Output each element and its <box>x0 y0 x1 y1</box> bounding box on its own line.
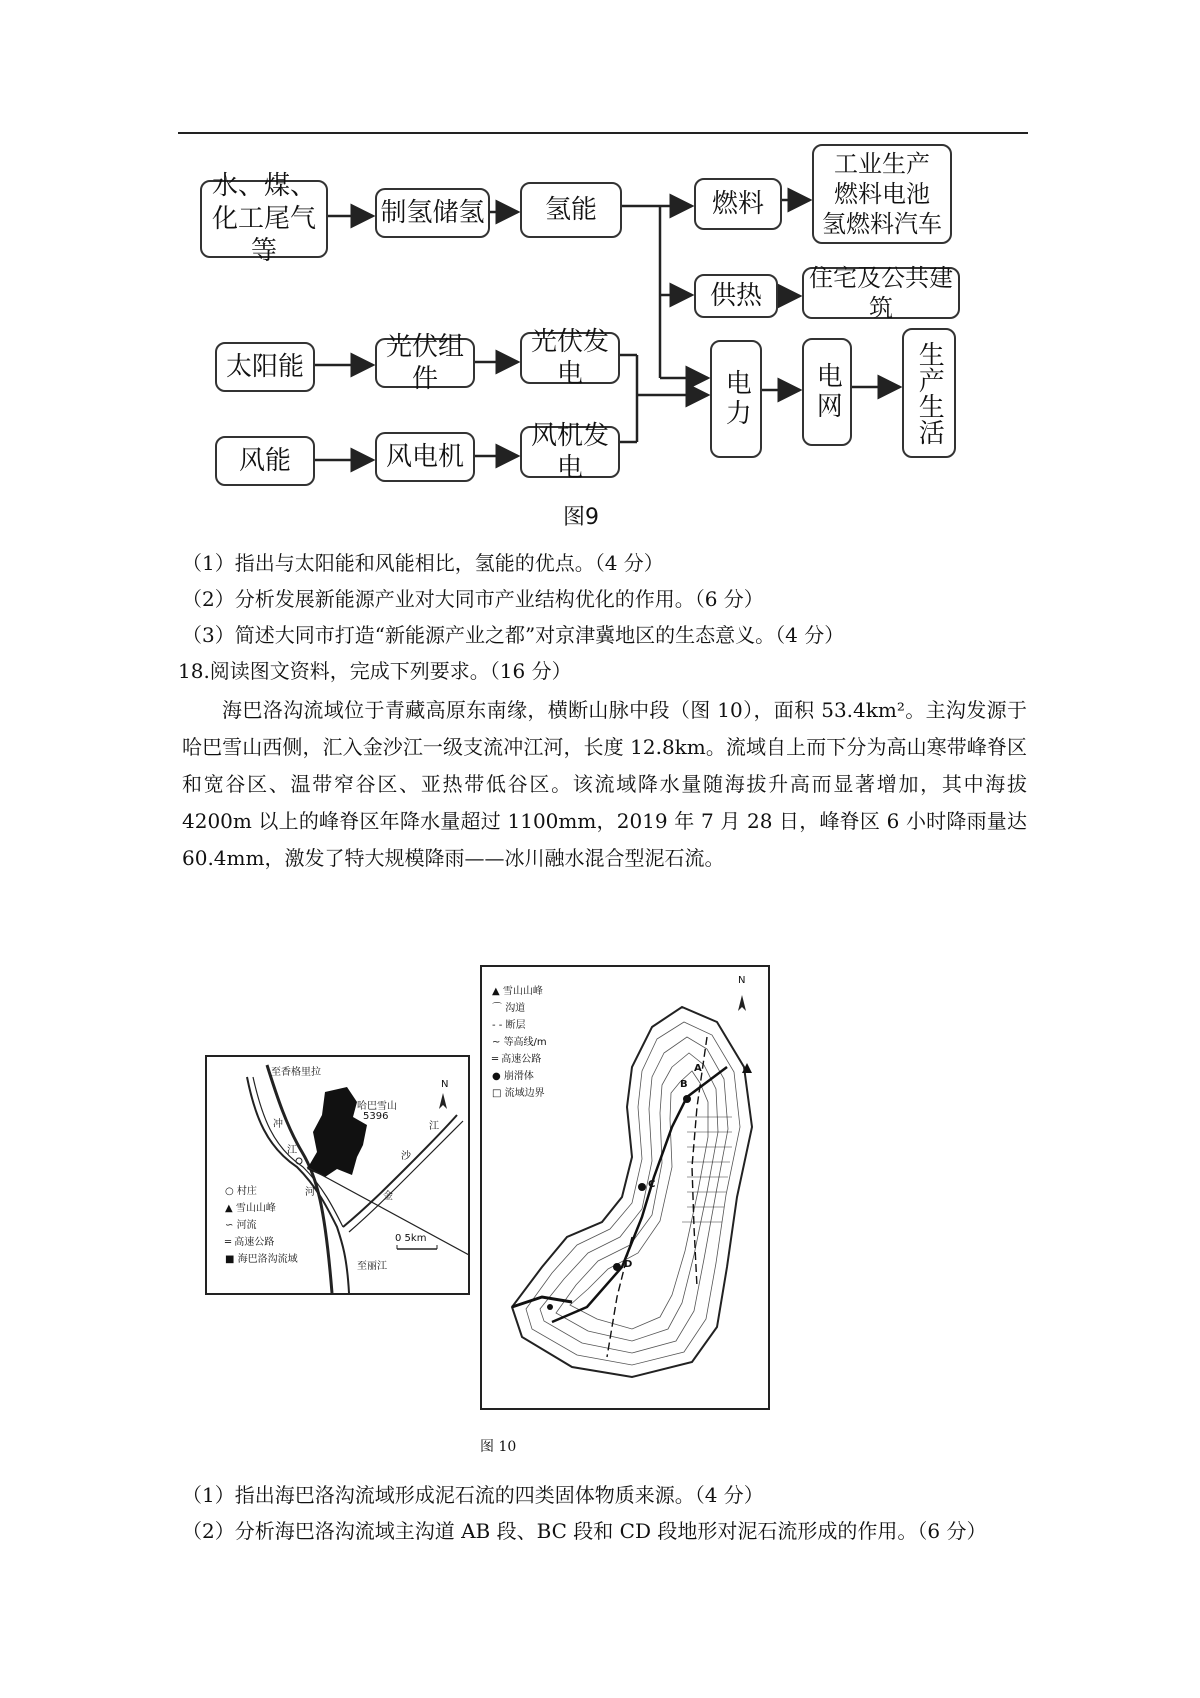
question-18-paragraph: 海巴洛沟流域位于青藏高原东南缘，横断山脉中段（图 10），面积 53.4km²。主沟发源于哈巴雪山西侧，汇入金沙江一级支流冲江河，长度 12.8km。流域自上而下分为高山寒带峰脊区和宽谷区、温带窄谷区、亚热带低谷区。该流域降水量随海拔升高而显著增加，其中海拔 4200m 以上的峰脊区年降水量超过 1100mm，2019 年 7 月 28 日，峰脊区 6 小时降雨量达 60.4mm，激发了特大规模降雨——冰川融水混合型泥石流。 <box>182 698 1027 870</box>
figure-9-caption: 图9 <box>563 505 599 530</box>
question-17-3: （3）简述大同市打造“新能源产业之都”对京津冀地区的生态意义。（4 分） <box>182 623 845 647</box>
question-18-1: （1）指出海巴洛沟流域形成泥石流的四类固体物质来源。（4 分） <box>182 1483 764 1507</box>
legend-r-boundary: □ 流域边界 <box>492 1088 545 1099</box>
legend-village: ○ 村庄 <box>225 1186 257 1197</box>
legend-r-landslide: ● 崩滑体 <box>492 1071 534 1082</box>
box-electricity: 电力 <box>710 340 762 458</box>
question-18-title: 18.阅读图文资料，完成下列要求。（16 分） <box>178 659 572 683</box>
legend-highway: ═ 高速公路 <box>225 1237 275 1248</box>
label-point-c: C <box>648 1179 656 1190</box>
legend-r-contour: ~ 等高线/m <box>492 1037 547 1048</box>
label-peak-elevation: 5396 <box>363 1111 389 1122</box>
legend-basin: ■ 海巴洛沟流域 <box>225 1254 298 1265</box>
box-fuel: 燃料 <box>694 178 782 230</box>
label-point-b: B <box>680 1079 688 1090</box>
label-river-he: 河 <box>305 1187 315 1198</box>
question-17-1: （1）指出与太阳能和风能相比，氢能的优点。（4 分） <box>182 551 664 575</box>
box-water-coal-gas: 水、煤、 化工尾气等 <box>200 180 328 258</box>
box-hydrogen-production: 制氢储氢 <box>375 188 490 238</box>
question-17-2: （2）分析发展新能源产业对大同市产业结构优化的作用。（6 分） <box>182 587 764 611</box>
label-river-sha: 沙 <box>401 1151 411 1162</box>
label-point-d: D <box>624 1259 633 1270</box>
box-wind: 风能 <box>215 436 315 486</box>
label-river-jiang-1: 江 <box>287 1145 297 1156</box>
box-pv-module: 光伏组件 <box>375 338 475 388</box>
figure-9-flow-diagram <box>200 150 1050 570</box>
label-scale: 0 5km <box>395 1233 427 1244</box>
label-haba-snow-mountain: 哈巴雪山 <box>357 1101 397 1112</box>
box-fuel-uses: 工业生产 燃料电池 氢燃料汽车 <box>812 144 952 244</box>
box-heat-supply: 供热 <box>694 274 778 318</box>
label-point-a: A <box>694 1063 702 1074</box>
box-solar: 太阳能 <box>215 342 315 392</box>
label-river-chong: 冲 <box>273 1119 283 1130</box>
legend-r-channel: ⌒ 沟道 <box>492 1003 526 1014</box>
watershed-map <box>480 965 770 1410</box>
box-wind-power: 风机发电 <box>520 426 620 478</box>
label-north-right: N <box>738 975 746 986</box>
label-river-jin: 金 <box>383 1191 393 1202</box>
legend-r-snow-peak: ▲ 雪山山峰 <box>492 986 543 997</box>
box-residential-buildings: 住宅及公共建筑 <box>802 267 960 319</box>
label-to-shangri-la: 至香格里拉 <box>271 1067 321 1078</box>
legend-river: ∽ 河流 <box>225 1220 257 1231</box>
label-north-left: N <box>441 1079 449 1090</box>
box-hydrogen-energy: 氢能 <box>520 182 622 238</box>
top-rule <box>178 132 1028 134</box>
label-to-lijiang: 至丽江 <box>357 1261 387 1272</box>
figure-10 <box>190 955 1030 1425</box>
box-wind-turbine: 风电机 <box>375 432 475 482</box>
box-pv-power: 光伏发电 <box>520 332 620 384</box>
legend-r-fault: - - 断层 <box>492 1020 526 1031</box>
question-18-2: （2）分析海巴洛沟流域主沟道 AB 段、BC 段和 CD 段地形对泥石流形成的作用。（6 分） <box>182 1519 987 1543</box>
legend-r-highway: ═ 高速公路 <box>492 1054 542 1065</box>
figure-10-caption: 图 10 <box>480 1439 517 1455</box>
box-production-life: 生产生活 <box>902 328 956 458</box>
label-river-jiang-2: 江 <box>429 1121 439 1132</box>
location-map <box>205 1055 470 1295</box>
main-channel-line <box>552 1067 727 1322</box>
box-power-grid: 电网 <box>802 338 852 446</box>
legend-snow-peak: ▲ 雪山山峰 <box>225 1203 276 1214</box>
